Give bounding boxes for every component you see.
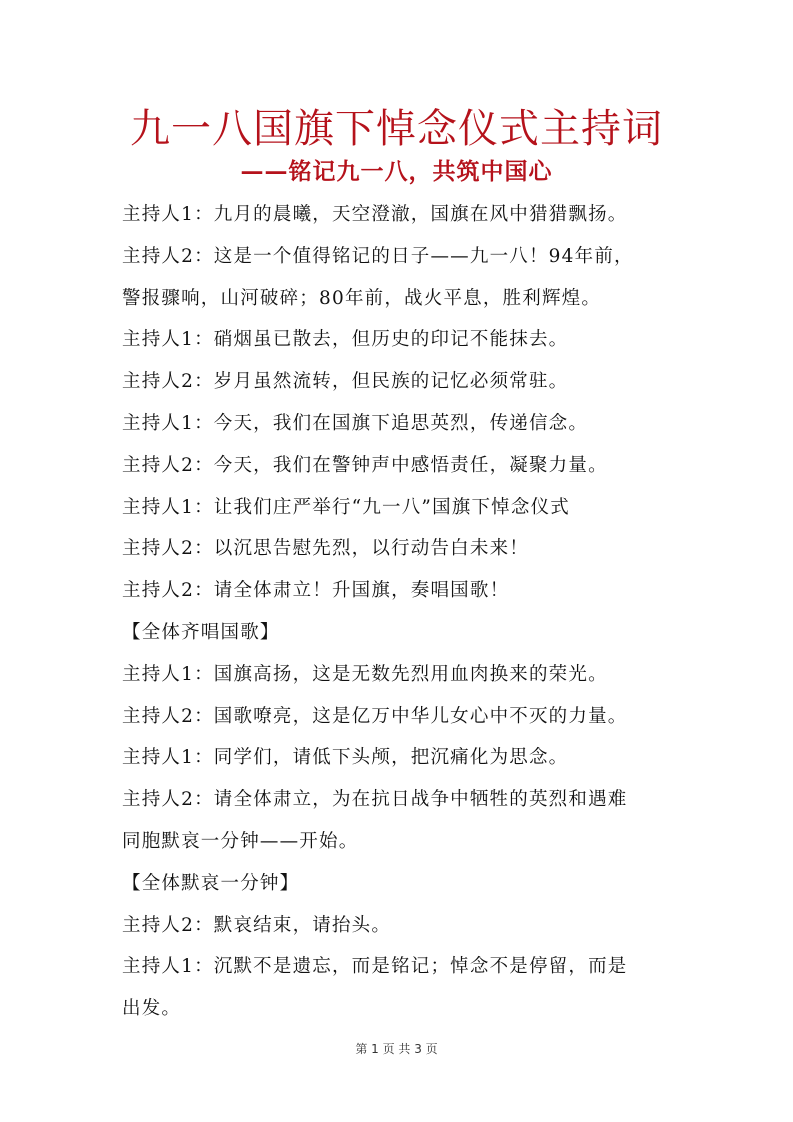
text-line: 主持人1：同学们，请低下头颅，把沉痛化为思念。 (122, 747, 569, 769)
text-line: 主持人1：硝烟虽已散去，但历史的印记不能抹去。 (122, 329, 569, 351)
text-line: 主持人2：请全体肃立！升国旗，奏唱国歌！ (122, 580, 510, 602)
text-line: 主持人2：这是一个值得铭记的日子——九一八！94年前， (122, 245, 634, 267)
text-line: 警报骤响，山河破碎；80年前，战火平息，胜利辉煌。 (122, 287, 602, 309)
text-line: 主持人2：请全体肃立，为在抗日战争中牺牲的英烈和遇难 (122, 789, 628, 811)
text-line: 主持人1：国旗高扬，这是无数先烈用血肉换来的荣光。 (122, 663, 608, 685)
text-line: 同胞默哀一分钟——开始。 (122, 830, 359, 852)
text-line: 主持人2：以沉思告慰先烈，以行动告白未来！ (122, 538, 529, 560)
text-line: 主持人2：岁月虽然流转，但民族的记忆必须常驻。 (122, 371, 569, 393)
document-body (122, 194, 682, 1030)
text-line: 出发。 (122, 998, 182, 1020)
document-subtitle: ——铭记九一八，共筑中国心 (240, 158, 553, 185)
text-line: 主持人1：沉默不是遗忘，而是铭记；悼念不是停留，而是 (122, 956, 628, 978)
page-number: 第 1 页 共 3 页 (355, 1042, 438, 1056)
section-heading: 【全体默哀一分钟】 (122, 872, 300, 894)
text-line: 主持人2：国歌嘹亮，这是亿万中华儿女心中不灭的力量。 (122, 705, 628, 727)
document-title: 九一八国旗下悼念仪式主持词 (130, 106, 663, 152)
text-line: 主持人1：让我们庄严举行“九一八”国旗下悼念仪式 (122, 496, 570, 518)
text-line: 主持人1：今天，我们在国旗下追思英烈，传递信念。 (122, 412, 589, 434)
text-line: 主持人2：今天，我们在警钟声中感悟责任，凝聚力量。 (122, 454, 608, 476)
text-line: 主持人1：九月的晨曦，天空澄澈，国旗在风中猎猎飘扬。 (122, 204, 628, 225)
text-line: 主持人2：默哀结束，请抬头。 (122, 914, 392, 936)
section-heading: 【全体齐唱国歌】 (122, 621, 280, 643)
